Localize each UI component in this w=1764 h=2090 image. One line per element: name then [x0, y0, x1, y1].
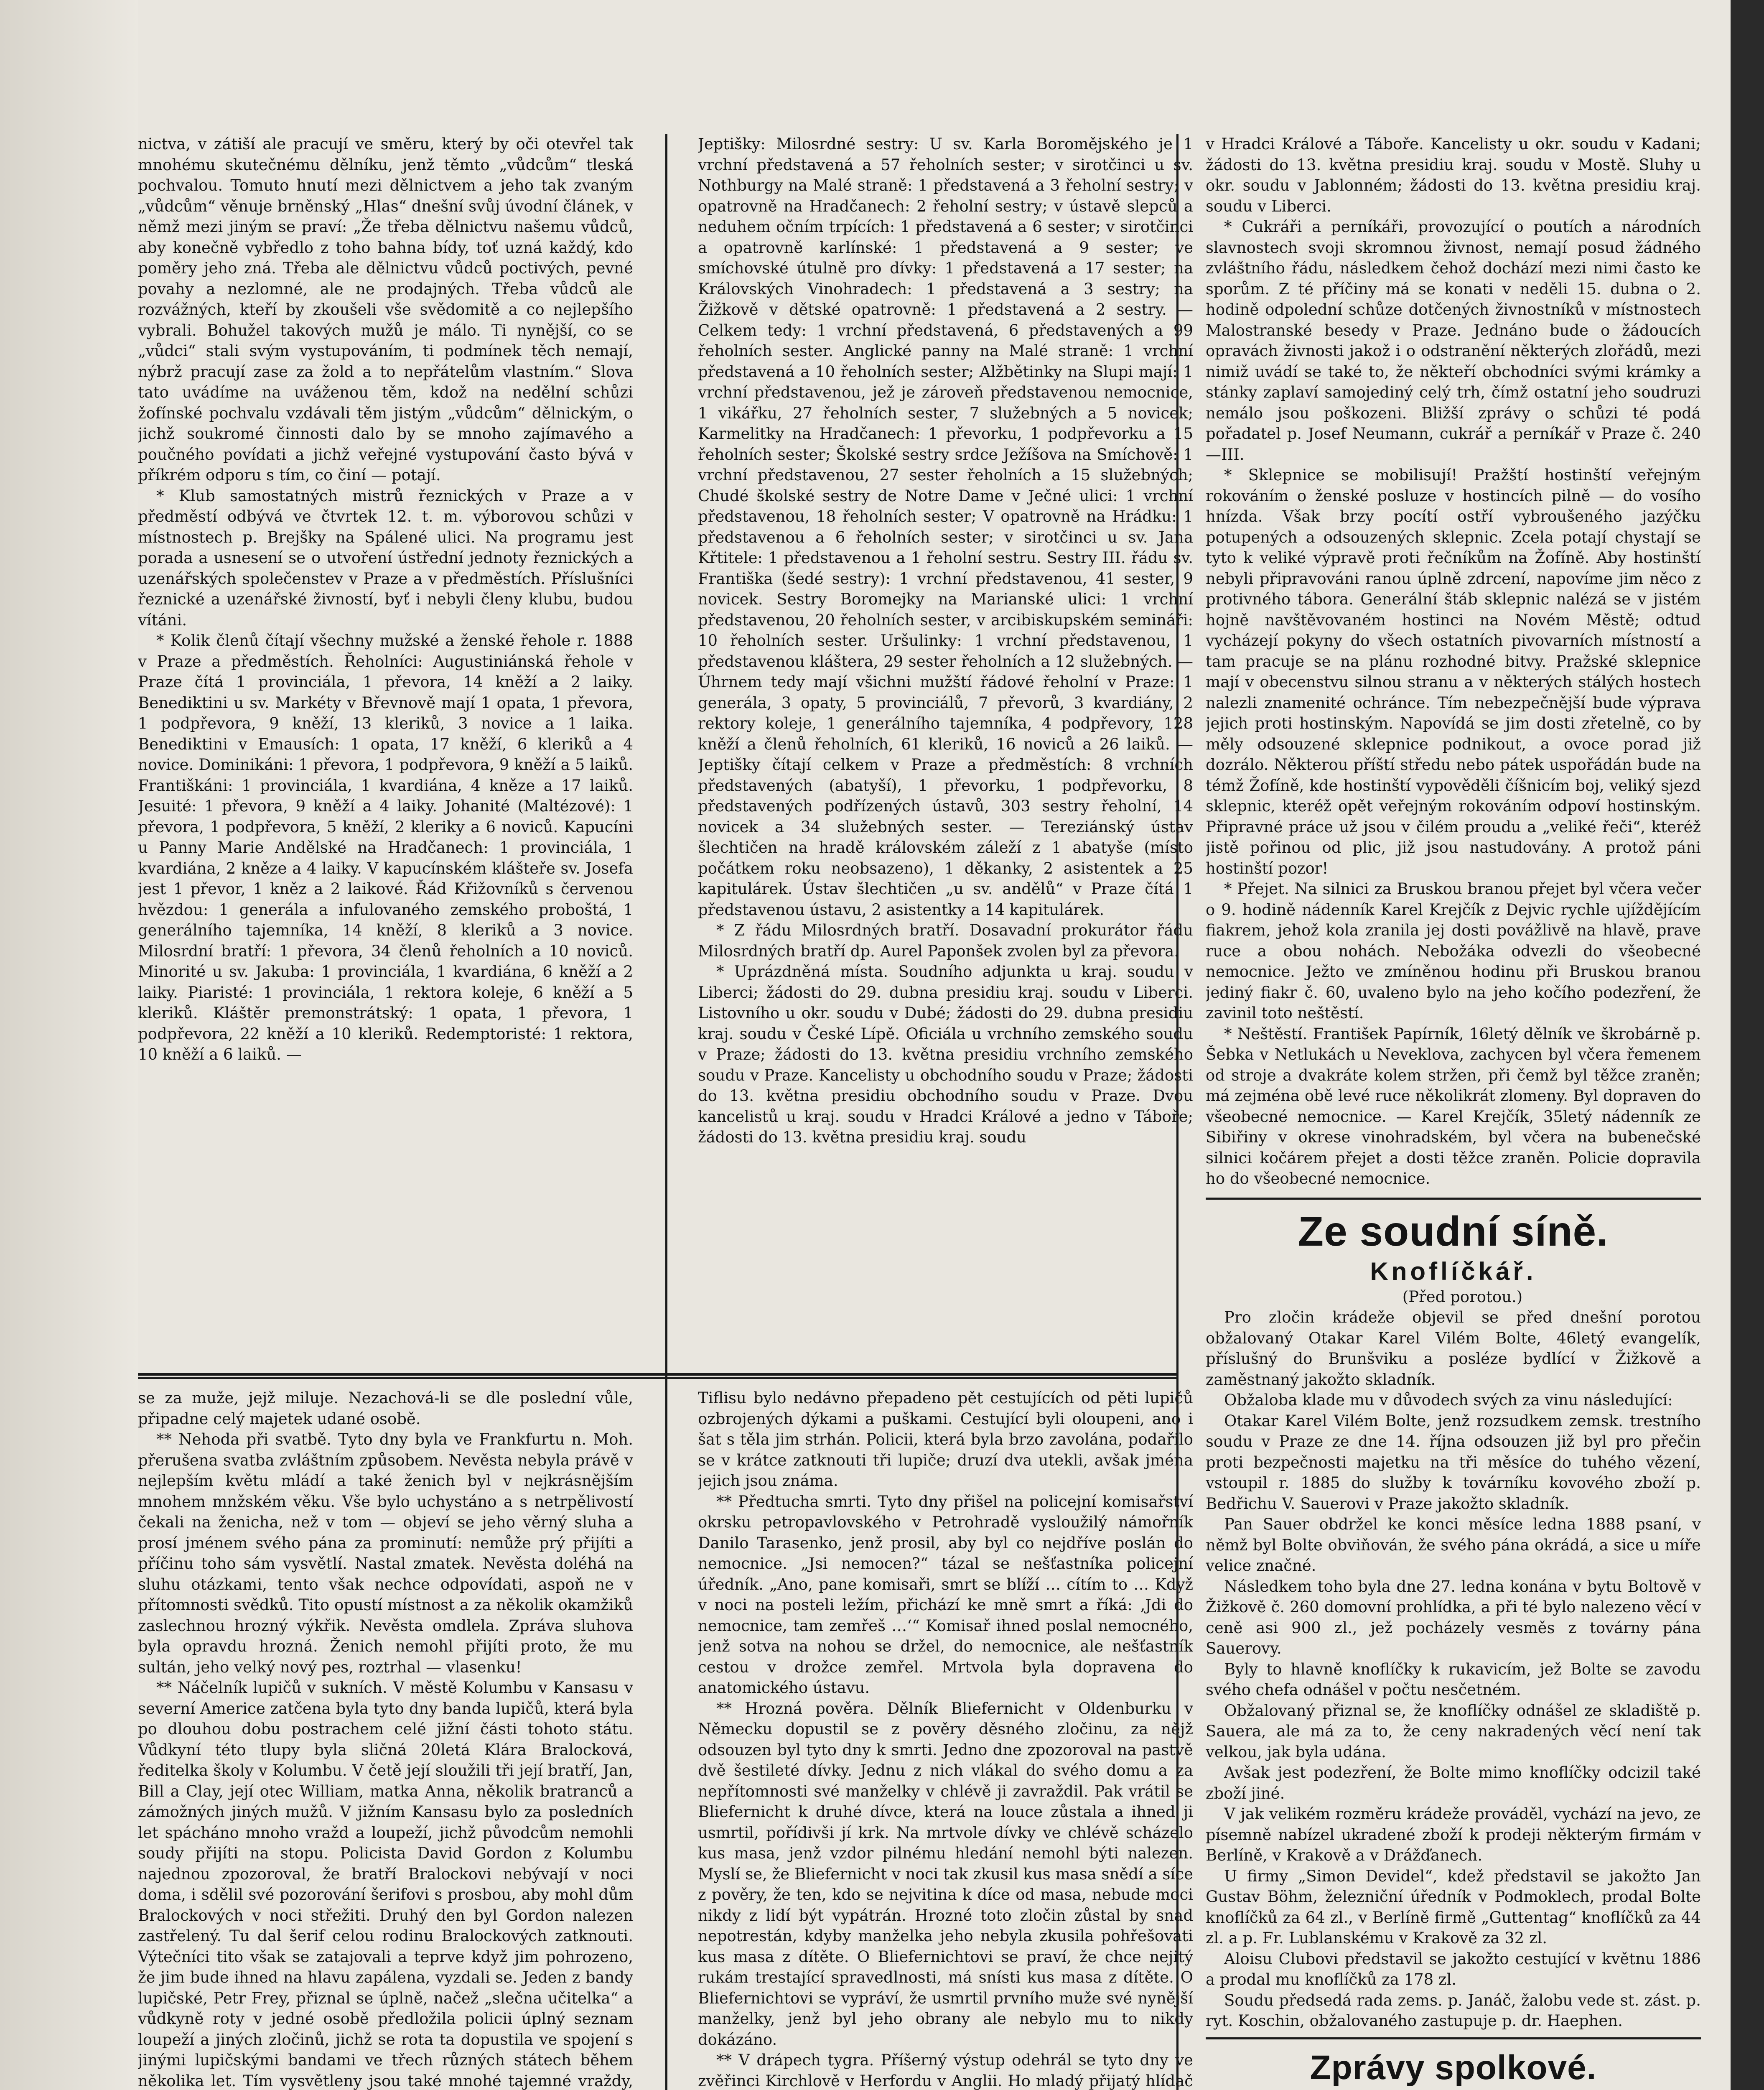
court-paragraph: Pan Sauer obdržel ke konci měsíce ledna 1888 psaní, v němž byl Bolte obviňován, že svého pána okrádá, a sice u míře velice značné.: [1206, 1515, 1701, 1575]
section-divider: [1206, 2037, 1701, 2039]
article-confectioners: * Cukráři a perníkáři, provozující o poutích a národních slavnostech svoji skromnou živnost, nemají posud žádného zvláštního řádu, následkem čehož dochází mezi nimi často ke sporům. Z té příčiny má se konati v neděli 15. dubna o 2. hodině odpolední schůze dotčených živnostníků v místnostech Malostranské besedy v Praze. Jednáno bude o žádoucích opravách živnosti jakož i o odstranění některých zlořádů, mezi nimiž uvádí se také to, že někteří obchodníci svými krámky a stánky zaplaví samojediný celý trh, čímž ostatní jeho soudruzi nemálo jsou poškozeni. Bližší zprávy o schůzi té podá pořadatel p. Josef Neumann, cukrář a perníkář v Praze č. 240—III.: [1206, 218, 1701, 464]
article-run-over: * Přejet. Na silnici za Bruskou branou přejet byl včera večer o 9. hodině nádenník Karel Krejčík z Dejvic rychle ujíždějícím fiakrem, jehož kola zranila jej dosti povážlivě na hlavě, prave ruce a obou nohách. Nebožáka odvezli do všeobecné nemocnice. Ježto ve zmíněnou hodinu při Bruskou branou jediný fiakr č. 60, uvaleno bylo na jeho kočího podezření, že zavinil toto neštěstí.: [1206, 880, 1701, 1022]
article-premonition: ** Předtucha smrti. Tyto dny přišel na policejní komisařství okrsku petropavlovského v Petrohradě vysloužilý námořník Danilo Tarasenko, jenž prosil, aby byl co nejdříve poslán do nemocnice. „Jsi nemocen?“ tázal se nešťastníka policejní úředník. „Ano, pane komisaři, smrt se blíží … cítím to … Když v noci na posteli ležím, přichází ke mně smrt a říká: ‚Jdi do nemocnice, tam zemřeš …‘“ Komisař ihned poslal nemocného, jenž sotva na nohou se držel, do nemocnice, ale nešťastník cestou v drožce zemřel. Mrtvola byla dopravena do anatomického ústavu.: [698, 1492, 1193, 1697]
column-right: [1206, 134, 1701, 2090]
column-left-upper: [138, 134, 633, 1365]
article-paragraph: nictva, v zátiší ale pracují ve směru, který by oči otevřel tak mnohému skutečnému dělníku, jenž těmto „vůdcům“ tleská pochvalou. Tomuto hnutí mezi dělnictvem a jeho tak zvaným „vůdcům“ věnuje brněnský „Hlas“ dnešní svůj úvodní článek, v němž mezi jiným se praví: „Že třeba dělnictvu našemu vůdců, aby konečně vybředlo z toho bahna bídy, toť uzná každý, kdo poměry jeho zná. Třeba ale dělnictvu vůdců poctivých, pevné povahy a nezlomné, ale ne prodajných. Třeba vůdců ale rozvážných, kteří by zkoušeli vše svědomitě a co nejlepšího vybrali. Bohužel takových mužů je málo. Ti nynější, co se „vůdci“ stali svým vystupováním, ti podmínek těch nemají, nýbrž pracují zase za žold a to nepřátelům vlastním.“ Slova tato uvádíme na uváženou těm, kdož na nedělní schůzi žofínské pochvalu vzdávali těm jistým „vůdcům“ dělnickým, o jichž soukromé činnosti dalo by se mnoho zajímavého a poučného povídati a jichž veřejné vystupování často bývá v příkrém odporu s tím, co činí — potají.: [138, 135, 633, 484]
court-section-title: Ze soudní síně.: [1298, 1208, 1609, 1255]
court-paragraph: Obžaloba klade mu v důvodech svých za vinu následující:: [1224, 1391, 1673, 1409]
article-orders-count: * Kolik členů čítají všechny mužské a ženské řehole r. 1888 v Praze a předměstích. Řeholníci: Augustiniánská řehole v Praze čítá 1 provinciála, 1 převora, 14 kněží a 2 laiky. Benediktini u sv. Markéty v Břevnově mají 1 opata, 1 převora, 1 podpřevora, 9 kněží, 13 kleriků, 3 novice a 1 laika. Benediktini v Emausích: 1 opata, 17 kněží, 6 kleriků a 4 novice. Dominikáni: 1 převora, 1 podpřevora, 9 kněží a 5 laiků. Františkáni: 1 provinciála, 1 kvardiána, 4 kněze a 17 laiků. Jesuité: 1 převora, 9 kněží a 4 laiky. Johanité (Maltézové): 1 převora, 1 podpřevora, 5 kněží, 2 kleriky a 6 noviců. Kapucíni u Panny Marie Andělské na Hradčanech: 1 provinciála, 1 kvardiána, 2 kněze a 4 laiky. V kapucínském klášteře sv. Josefa jest 1 převor, 1 kněz a 2 laikové. Řád Křižovníků s červenou hvězdou: 1 generála a infulovaného zemského proboštá, 1 generálního tajemníka, 14 kněží, 8 kleriků a 3 novice. Milosrdní bratří: 1 převora, 34 členů řeholních a 10 noviců. Minorité u sv. Jakuba: 1 provinciála, 1 kvardiána, 6 kněží a 2 laiky. Piaristé: 1 provinciála, 1 rektora koleje, 6 kněží a 5 kleriků. Kláštěr premonstrátský: 1 opata, 1 převora, 1 podpřevora, 22 kněží a 10 kleriků. Redemptoristé: 1 rektora, 10 kněží a 6 laiků. —: [138, 632, 633, 1063]
associations-section-title: Zprávy spolkové.: [1310, 2048, 1597, 2087]
article-paragraph: v Hradci Králové a Táboře. Kancelisty u okr. soudu v Kadani; žádosti do 13. května presidiu kraj. soudu v Mostě. Sluhy u okr. soudu v Jablonném; žádosti do 13. května presidiu kraj. soudu v Liberci.: [1206, 135, 1701, 215]
court-case-title: Knoflíčkář.: [1370, 1257, 1537, 1285]
court-paragraph: Pro zločin krádeže objevil se před dnešní porotou obžalovaný Otakar Karel Vilém Bolte, 46letý evangelík, příslušný do Brunšviku a posléze bydlící v Žižkově a zaměstnaný jakožto skladník.: [1206, 1308, 1701, 1389]
court-paragraph: Byly to hlavně knoflíčky k rukavicím, jež Bolte se zavodu svého chefa odnášel v počtu nesčetném.: [1206, 1660, 1701, 1699]
column-left-lower: [138, 1388, 633, 2090]
scan-margin-right: [1731, 0, 1764, 2090]
article-paragraph: Tiflisu bylo nedávno přepadeno pět cestujících od pěti lupičů ozbrojených dýkami a puškami. Cestující byli oloupeni, ano i šat s těla jim strhán. Policii, která byla brzo zavolána, podařilo se v krátce zatknouti tři lupiče; druzí dva utekli, avšak jména jejich jsou známa.: [698, 1389, 1193, 1490]
column-middle-lower: [698, 1388, 1193, 2090]
court-note: (Před porotou.): [1402, 1287, 1523, 1306]
article-vacancies: * Uprázdněná místa. Soudního adjunkta u kraj. soudu v Liberci; žádosti do 29. dubna presidiu kraj. soudu v Liberci. Listovního u okr. soudu v Dubé; žádosti do 29. dubna presidiu kraj. soudu v České Lípě. Oficiála u vrchního zemského soudu v Praze; žádosti do 13. května presidiu vrchního zemského soudu v Praze. Kancelisty u obchodního soudu v Praze; žádosti do 13. května presidiu obchodního soudu v Praze. Dvou kancelistů u kraj. soudu v Hradci Králové a jedno v Táboře; žádosti do 13. května presidiu kraj. soudu: [698, 963, 1193, 1146]
court-paragraph: Avšak jest podezření, že Bolte mimo knoflíčky odcizil také zboží jiné.: [1206, 1764, 1701, 1802]
court-paragraph: Soudu předsedá rada zems. p. Janáč, žalobu vede st. zást. p. ryt. Koschin, obžalovaného zastupuje p. dr. Haephen.: [1206, 1991, 1701, 2030]
article-paragraph: se za muže, jejž miluje. Nezachová-li se dle poslední vůle, připadne celý majetek udané osobě.: [138, 1389, 633, 1428]
newspaper-page: [138, 134, 1701, 2090]
court-paragraph: Následkem toho byla dne 27. ledna konána v bytu Boltově v Žižkově č. 260 domovní prohlídka, a při té bylo nalezeno věcí v ceně asi 900 zl., jež pocházely vesměs z továrny pána Sauerovy.: [1206, 1577, 1701, 1657]
court-paragraph: Otakar Karel Vilém Bolte, jenž rozsudkem zemsk. trestního soudu v Praze ze dne 14. října odsouzen již byl pro přečin proti bezpečnosti majetku na tři měsíce do tuhého vězení, vstoupil r. 1885 do služby k továrníku kovového zboží p. Bedřichu V. Sauerovi v Praze jakožto skladník.: [1206, 1412, 1701, 1513]
article-wedding-mishap: ** Nehoda při svatbě. Tyto dny byla ve Frankfurtu n. Moh. přerušena svatba zvláštním způsobem. Nevěsta nebyla právě v nejlepším květu mládí a také ženich byl v nejkrásnějším mnohem mnžském věku. Vše bylo uchystáno a s netrpělivostí čekali na ženicha, než v tom — objeví se jeho věrný sluha a prosí jménem svého pána za prominutí: nemůže prý přijíti a příčinu toho sám vysvětlí. Nastal zmatek. Nevěsta doléhá na sluhu otázkami, tento však nechce odpovídati, aspoň ne v přítomnosti svědků. Tito opustí místnost a za několik okamžiků zaslechnou hrozný výkřik. Nevěsta omdlela. Zpráva sluhova byla opravdu hrozná. Ženich nemohl přijíti proto, že mu sultán, jeho velký nový pes, roztrhal — vlasenku!: [138, 1430, 633, 1676]
article-brothers-of-mercy: * Z řádu Milosrdných bratří. Dosavadní prokurátor řádu Milosrdných bratří dp. Aurel Paponšek zvolen byl za převora.: [698, 921, 1193, 960]
article-nuns: Jeptišky: Milosrdné sestry: U sv. Karla Boromějského je 1 vrchní představená a 57 řeholních sester; v sirotčinci u sv. Nothburgy na Malé straně: 1 představená a 3 řeholní sestry; v opatrovně na Hradčanech: 2 řeholní sestry; v ústavě slepců a neduhem očním trpících: 1 představená a 6 sester; v sirotčinci a opatrovně karlínské: 1 představená a 9 sester; ve smíchovské útulně pro dívky: 1 představená a 17 sester; na Královských Vinohradech: 1 představená a 3 sestry; na Žižkově v dětské opatrovně: 1 představená a 2 sestry. — Celkem tedy: 1 vrchní představená, 6 představených a 99 řeholních sester. Anglické panny na Malé straně: 1 vrchní představená a 10 řeholních sester; Alžbětinky na Slupi mají: 1 vrchní představenou, jež je zároveň představenou nemocnice, 1 vikářku, 27 řeholních sester, 7 služebných a 5 novicek; Karmelitky na Hradčanech: 1 převorku, 1 podpřevorku a 15 řeholních sester; Školské sestry srdce Ježíšova na Smíchově: 1 vrchní představenou, 27 sester řeholních a 15 služebných; Chudé školské sestry de Notre Dame v Ječné ulici: 1 vrchní představenou, 18 řeholních sester; V opatrovně na Hrádku: 1 představenou a 6 řeholních sester; v sirotčinci u sv. Jana Křtitele: 1 představenou a 1 řeholní sestru. Sestry III. řádu sv. Františka (šedé sestry): 1 vrchní představenou, 41 sester, 9 novicek. Sestry Boromejky na Marianské ulici: 1 vrchní představenou, 20 řeholních sester, v arcibiskupském semináři: 10 řeholních sester. Uršulinky: 1 vrchní představenou, 1 představenou kláštera, 29 sester řeholních a 12 služebných. — Úhrnem tedy mají všichni mužští řádové řeholní v Praze: 1 generála, 3 opaty, 5 provinciálů, 7 převorů, 3 kvardiány, 2 rektory koleje, 1 generálního tajemníka, 4 podpřevory, 128 kněží a členů řeholních, 61 kleriků, 16 noviců a 26 laiků. — Jeptišky čítají celkem v Praze a předměstích: 8 vrchních představených (abatyší), 1 převorku, 1 podpřevorku, 8 představených podřízených ústavů, 303 sestry řeholní, 14 novicek a 34 služebných sester. — Tereziánský ústav šlechtičen na hradě královském záleží z 1 abatyše (místo počátkem roku neobsazeno), 1 děkanky, 2 asistentek a 25 kapitulárek. Ústav šlechtičen „u sv. andělů“ v Praze čítá 1 představenou ústavu, 2 asistentky a 14 kapitulárek.: [698, 135, 1193, 919]
article-robber-chief: ** Náčelník lupičů v sukních. V městě Kolumbu v Kansasu v severní Americe zatčena byla tyto dny banda lupičů, která byla po dlouhou dobu postrachem celé jižní části tohoto státu. Vůdkyní této tlupy byla sličná 20letá Klára Bralocková, ředitelka školy v Kolumbu. V četě její sloužili tři její bratří, Jan, Bill a Clay, její otec William, matka Anna, několik bratranců a zámožných jiných mužů. V jižním Kansasu bylo za posledních let spácháno mnoho vražd a loupeží, jichž původcům nemohli soudy přijíti na stopu. Policista David Gordon z Kolumbu najednou zpozoroval, že bratří Bralockovi nebývají v noci doma, i sdělil své pozorování šerifovi s prosbou, aby mohl dům Bralockových v noci střežiti. Druhý den byl Gordon nalezen zastřelený. Tu dal šerif celou rodinu Bralockových zatknouti. Výtečníci tito však se zatajovali a teprve když jim pohrozeno, že jim bude ihned na hlavu zapálena, vyzdali se. Jeden z bandy lupičské, Petr Frey, přiznal se úplně, načež „slečna učitelka“ a vůdkyně roty v jedné osobě předložila policii úplný seznam loupeží a jiných zločinů, jichž se rota ta dopustila ve spojení s jinými lupičskými bandami ve třech různých státech během několika let. Tím vysvětleny jsou také mnohé tajemné vraždy,: [138, 1679, 633, 2090]
article-club-butchers: * Klub samostatných mistrů řeznických v Praze a v předměstí odbývá ve čtvrtek 12. t. m. výborovou schůzi v místnostech p. Brejšky na Spálené ulici. Na programu jest porada a usnesení se o utvoření ústřední jednoty řeznických a uzenářských společenstev v Praze a v předměstích. Příslušníci řeznické a uzenářské živností, byť i nebyli členy klubu, budou vítáni.: [138, 487, 633, 629]
court-paragraph: Obžalovaný přiznal se, že knoflíčky odnášel ze skladiště p. Sauera, ale má za to, že ceny nakradených věcí není tak velkou, jak byla udána.: [1206, 1701, 1701, 1761]
section-divider: [1206, 1198, 1701, 1200]
court-paragraph: U firmy „Simon Devidel“, kdež představil se jakožto Jan Gustav Böhm, železniční úředník v Podmoklech, prodal Bolte knoflíčků za 64 zl., v Berlíně firmě „Guttentag“ knoflíčků za 44 zl. a p. Fr. Lublanskému v Krakově za 32 zl.: [1206, 1867, 1701, 1947]
article-tiger: ** V drápech tygra. Příšerný výstup odehrál se tyto dny ve zvěřinci Kirchlově v Herfordu v Anglii. Ho mladý přijatý hlídač: [698, 2051, 1193, 2090]
article-waitresses: * Sklepnice se mobilisují! Pražští hostinští veřejným rokováním o ženské posluze v hostincích pilně — do vosího hnízda. Však brzy pocítí ostří vybroušeného jazýčku potupených a odsouzených sklepnic. Zcela potají chystají se tyto k veliké výpravě proti řečníkům na Žofíně. Aby hostinští nebyli připravováni ranou úplně zdrcení, napovíme jim něco z protivného tábora. Generální štáb sklepnic nalézá se v jistém hojně navštěvovaném hostinci na Novém Městě; odtud vycházejí pokyny do všech ostatních pivovarních místností a tam pracuje se na plánu rozhodné bitvy. Pražské sklepnice mají v obecenstvu silnou stranu a v některých stálých hostech nalezli znamenité ochránce. Tím nebezpečnější bude výprava jejich proti hostinským. Napovídá se jim dosti zřetelně, co by měly odsouzené sklepnice podnikout, a ovoce porad již dozrálo. Některou příští středu nebo pátek uspořádán bude na témž Žofíně, kde hostinští vypověděli číšnicím boj, veliký sjezd sklepnic, kteréž opět veřejným rokováním odpoví hostinským. Připravné práce už jsou v čilém proudu a „veliké řeči“, kteréž jistě pořinou od plic, již jsou nastudovány. A protož páni hostinští pozor!: [1206, 466, 1701, 877]
section-divider: [138, 1373, 1176, 1379]
column-rule-left: [665, 134, 667, 2090]
scan-margin-left: [0, 0, 138, 2090]
court-paragraph: V jak velikém rozměru krádeže prováděl, vychází na jevo, ze písemně nabízel ukradené zboží k prodeji některým firmám v Berlíně, v Krakově a v Drážďanech.: [1206, 1805, 1701, 1864]
column-middle-upper: [698, 134, 1193, 1365]
article-superstition: ** Hrozná pověra. Dělník Bliefernicht v Oldenburku v Německu dopustil se z pověry děsného zločinu, za nějž odsouzen byl tyto dny k smrti. Jedno dne zpozoroval na pastvě dvě šestileté dívky. Jednu z nich vlákal do svého domu a za nepřítomnosti své manželky v chlévě ji zavraždil. Pak vrátil se Bliefernicht k druhé dívce, která na louce zůstala a ihned ji usmrtil, pořídivši jí krk. Na mrtvole dívky ve chlévě scházelo kus masa, jenž vzdor pilnému hledání nemohl býti nalezen. Myslí se, že Bliefernicht v noci tak zkusil kus masa snědí a síce z pověry, že ten, kdo se nejvitina k díce od masa, nebude moci nikdy z lidí být vypátrán. Hrozné toto zločin zůstal by snad nepotrestán, kdyby manželka jeho nebyla zkusila pohřešovati kus masa z dítěte. O Bliefernichtovi se praví, že chce nejitý rukám trestající spravedlnosti, má snísti kus masa z dítěte. O Bliefernichtovi se vypráví, že usmrtil prvního muže své nynější manželky, jenž byl jeho obrany ale nebylo mu to nikdy dokázáno.: [698, 1699, 1193, 2049]
court-paragraph: Aloisu Clubovi představil se jakožto cestující v květnu 1886 a prodal mu knoflíčků za 178 zl.: [1206, 1950, 1701, 1988]
article-accident: * Neštěstí. František Papírník, 16letý dělník ve škrobárně p. Šebka v Netlukách u Neveklova, zachycen byl včera řemenem od stroje a dvakráte kolem stržen, při čemž byl těžce zraněn; má zejména obě levé ruce několikrát zlomeny. Byl dopraven do všeobecné nemocnice. — Karel Krejčík, 35letý nádenník ze Sibiřiny v okrese vinohradském, byl včera na bubenečské silnici kočárem přejet a dosti těžce zraněn. Policie dopravila ho do všeobecné nemocnice.: [1206, 1025, 1701, 1188]
